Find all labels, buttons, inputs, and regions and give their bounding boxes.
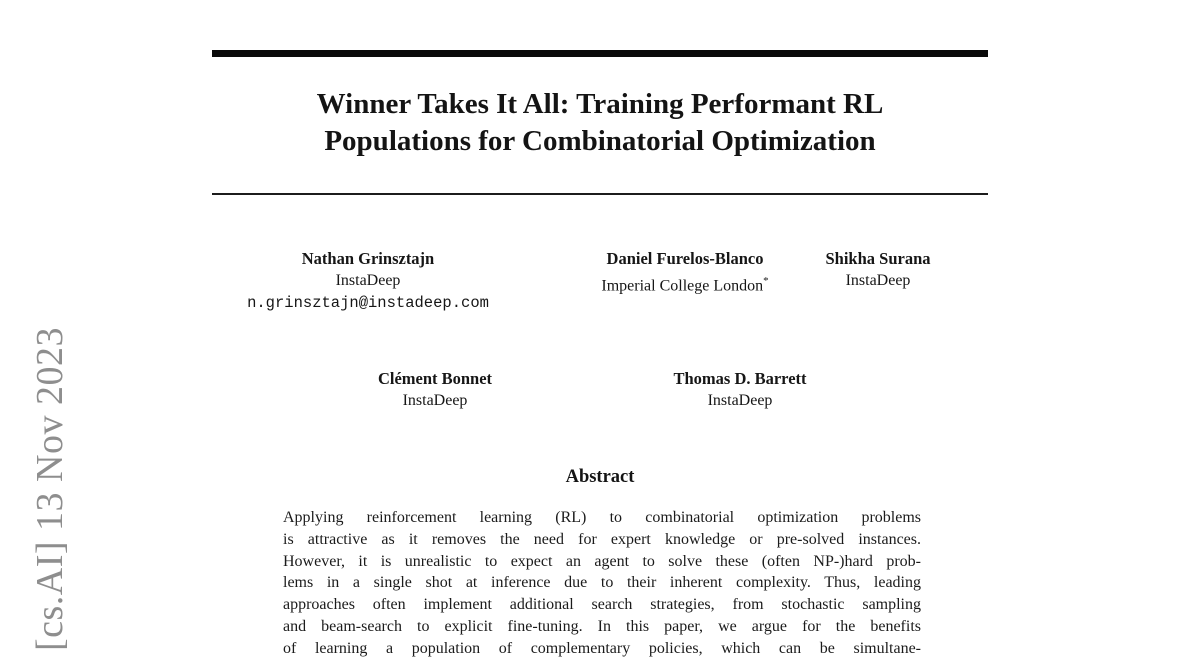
author-affiliation: InstaDeep xyxy=(335,272,401,289)
abstract-line: and beam-search to explicit fine-tuning. In this paper, we argue for the benefits xyxy=(283,617,921,635)
affiliation-footnote-marker: * xyxy=(763,275,769,287)
author-email: n.grinsztajn@instadeep.com xyxy=(247,294,489,312)
author-affiliation: InstaDeep xyxy=(707,392,773,409)
author-name: Shikha Surana xyxy=(825,249,931,268)
abstract-line: lems in a single shot at inference due to their inherent complexity. Thus, leading xyxy=(283,574,921,592)
abstract-line-partial: of learning a population of complementary policies, which can be simultane- xyxy=(283,639,921,657)
title-bottom-rule xyxy=(212,193,988,195)
top-rule xyxy=(212,50,988,57)
paper-title-line2: Populations for Combinatorial Optimization xyxy=(324,125,876,157)
author-name: Daniel Furelos-Blanco xyxy=(606,249,764,268)
author-block-barrett xyxy=(580,368,900,412)
abstract-line: However, it is unrealistic to expect an agent to solve these (often NP-)hard prob- xyxy=(283,552,921,570)
author-name: Thomas D. Barrett xyxy=(673,369,807,388)
author-name: Clément Bonnet xyxy=(377,369,493,388)
author-affiliation: InstaDeep xyxy=(402,392,468,409)
paper-title-line1: Winner Takes It All: Training Performant RL xyxy=(316,88,884,120)
abstract-line: Applying reinforcement learning (RL) to combinatorial optimization problems xyxy=(283,509,921,526)
author-name: Nathan Grinsztajn xyxy=(301,249,435,268)
paper-title xyxy=(200,86,1000,160)
arxiv-stamp: [cs.AI] 13 Nov 2023 xyxy=(29,326,71,651)
author-block-bonnet xyxy=(275,368,595,412)
abstract-line: approaches often implement additional search strategies, from stochastic sampling xyxy=(283,596,921,614)
abstract-heading: Abstract xyxy=(565,467,635,487)
abstract-line: is attractive as it removes the need for expert knowledge or pre-solved instances. xyxy=(283,530,921,548)
author-affiliation: Imperial College London* xyxy=(601,275,769,295)
author-affiliation: InstaDeep xyxy=(845,272,911,289)
abstract-text xyxy=(283,507,921,660)
author-block-surana xyxy=(718,248,1038,292)
author-block-grinsztajn xyxy=(208,248,528,314)
